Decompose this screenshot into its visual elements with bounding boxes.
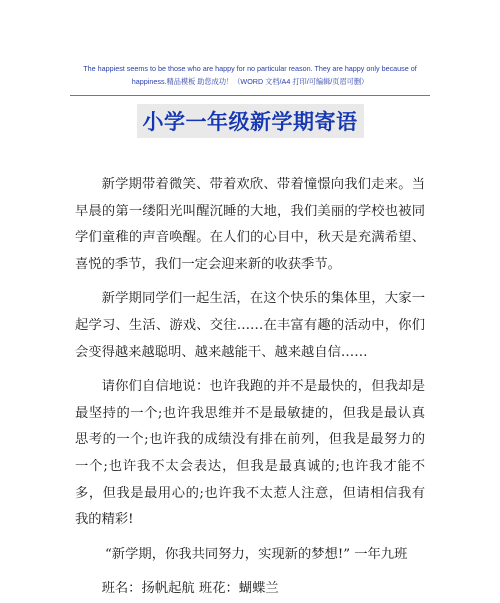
paragraph: 新学期带着微笑、带着欢欣、带着憧憬向我们走来。当早晨的第一缕阳光叫醒沉睡的大地，我们美丽的学校也被同学们童稚的声音唤醒。在人们的心目中，秋天是充满希望、喜悦的季节，我们一定会迎来新的收获季节。 bbox=[75, 177, 425, 272]
header-divider bbox=[70, 95, 430, 96]
header-template-note: happiness.精品模板 助您成功！（WORD 文档/A4 打印/可编辑/页眉可删） bbox=[131, 77, 369, 86]
title-block bbox=[0, 104, 500, 138]
paragraph: 新学期同学们一起生活，在这个快乐的集体里，大家一起学习、生活、游戏、交往……在丰富有趣的活动中，你们会变得越来越聪明、越来越能干、越来越自信…… bbox=[75, 291, 425, 360]
closing-line: “新学期，你我共同努力，实现新的梦想!” 一年九班 bbox=[105, 546, 408, 562]
document-title: 小学一年级新学期寄语 bbox=[137, 104, 364, 138]
page-header bbox=[70, 62, 430, 88]
class-info-line: 班名：扬帆起航 班花：蝴蝶兰 bbox=[101, 581, 279, 597]
paragraph: 请你们自信地说：也许我跑的并不是最快的，但我却是最坚持的一个;也许我思维并不是最敏捷的，但我是最认真思考的一个;也许我的成绩没有排在前列，但我是最努力的一个;也许我不太会表达，但我是最真诚的;也许我才能不多，但我是最用心的;也许我不太惹人注意，但请相信我有我的精彩! bbox=[75, 379, 425, 528]
document-body bbox=[75, 172, 425, 603]
header-quote: The happiest seems to be those who are happy for no particular reason. They are happy only because of bbox=[83, 64, 417, 73]
